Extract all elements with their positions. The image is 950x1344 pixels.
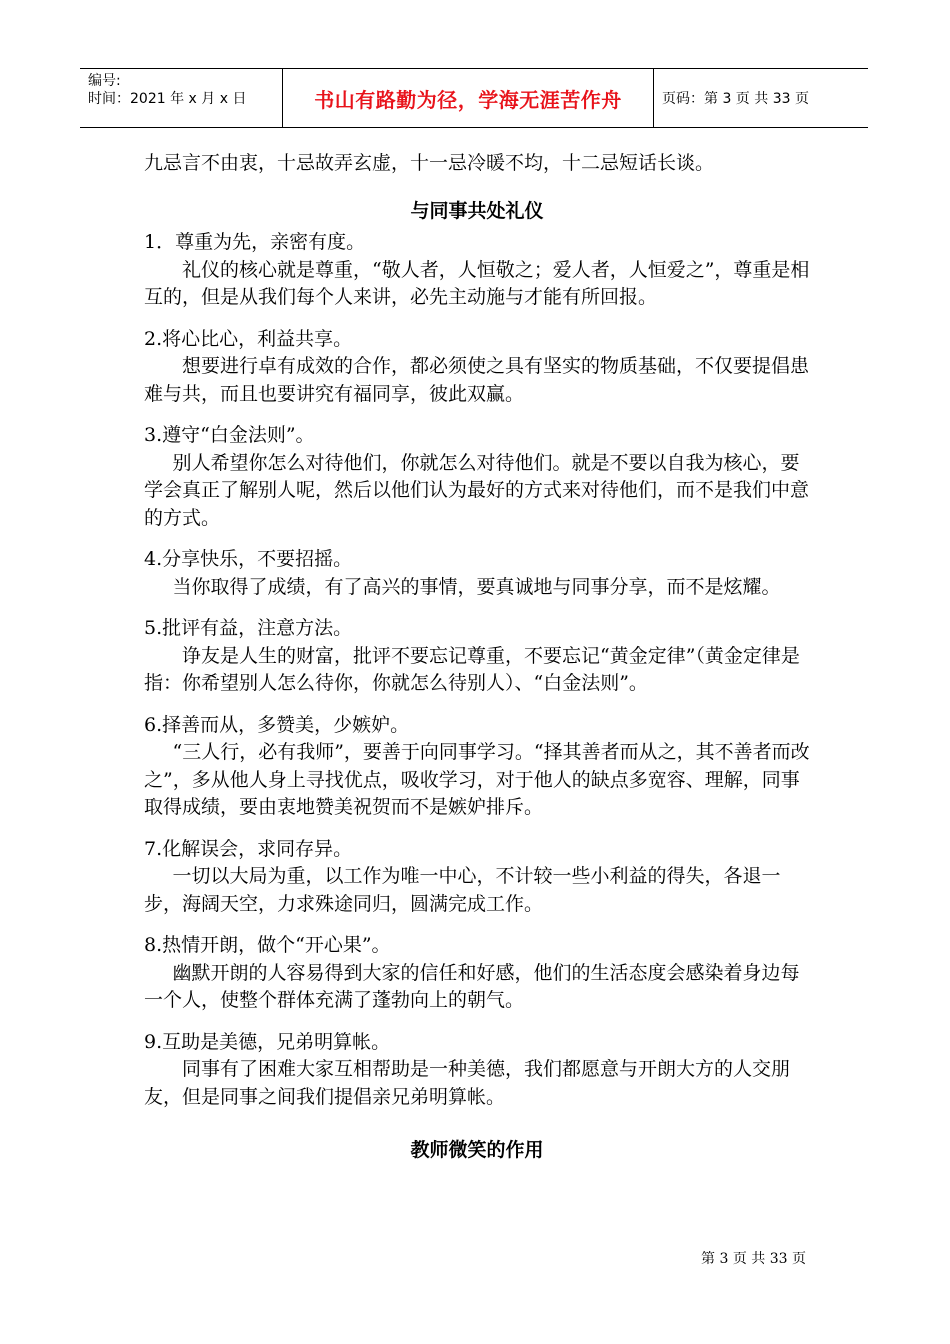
document-body xyxy=(144,150,810,1169)
section-8-body: 幽默开朗的人容易得到大家的信任和好感，他们的生活态度会感染着身边每一个人，使整个群体充满了蓬勃向上的朝气。 xyxy=(144,961,800,1011)
section-heading-colleague-etiquette: 与同事共处礼仪 xyxy=(410,199,544,222)
page-header xyxy=(80,68,868,128)
section-4-title: 4.分享快乐，不要招摇。 xyxy=(144,548,353,570)
section-9-title: 9.互助是美德，兄弟明算帐。 xyxy=(144,1030,391,1053)
section-6-body: “三人行，必有我师”，要善于向同事学习。“择其善者而从之，其不善者而改之”，多从他人身上寻找优点，吸收学习，对于他人的缺点多宽容、理解，同事取得成绩，要由衷地赞美祝贺而不是嫉妒排斥。 xyxy=(144,741,810,818)
section-4-body: 当你取得了成绩，有了高兴的事情，要真诚地与同事分享，而不是炫耀。 xyxy=(172,575,781,598)
section-1-body: 礼仪的核心就是尊重，“敬人者，人恒敬之；爱人者，人恒爱之”，尊重是相互的，但是从我们每个人来讲，必先主动施与才能有所回报。 xyxy=(144,258,810,308)
header-left-cell xyxy=(80,69,282,127)
section-7-body: 一切以大局为重，以工作为唯一中心，不计较一些小利益的得失，各退一步，海阔天空，力求殊途同归，圆满完成工作。 xyxy=(144,865,781,915)
section-3-body: 别人希望你怎么对待他们，你就怎么对待他们。就是不要以自我为核心，要学会真正了解别人呢，然后以他们认为最好的方式来对待他们，而不是我们中意的方式。 xyxy=(144,451,810,529)
header-right-cell xyxy=(654,69,868,127)
section-2-title: 2.将心比心，利益共享。 xyxy=(144,327,353,350)
section-3-title: 3.遵守“白金法则”。 xyxy=(144,424,315,446)
section-1-title: 1．尊重为先，亲密有度。 xyxy=(144,231,366,253)
time-label: 时间：2021 年 x 月 x 日 xyxy=(88,91,247,107)
section-9-body: 同事有了困难大家互相帮助是一种美德，我们都愿意与开朗大方的人交朋友，但是同事之间我们提倡亲兄弟明算帐。 xyxy=(144,1058,791,1108)
intro-line: 九忌言不由衷，十忌故弄玄虚，十一忌冷暖不均，十二忌短话长谈。 xyxy=(144,152,715,174)
page-code: 页码：第 3 页 共 33 页 xyxy=(662,91,809,107)
section-5-body: 诤友是人生的财富，批评不要忘记尊重，不要忘记“黄金定律”（黄金定律是指：你希望别人怎么待你，你就怎么待别人）、“白金法则”。 xyxy=(144,644,800,694)
section-2-body: 想要进行卓有成效的合作，都必须使之具有坚实的物质基础，不仅要提倡患难与共，而且也要讲究有福同享，彼此双赢。 xyxy=(144,355,810,405)
header-motto: 书山有路勤为径，学海无涯苦作舟 xyxy=(314,87,622,112)
section-heading-teacher-smile: 教师微笑的作用 xyxy=(410,1139,544,1161)
section-6-title: 6.择善而从，多赞美，少嫉妒。 xyxy=(144,713,410,736)
section-7-title: 7.化解误会，求同存异。 xyxy=(144,837,353,860)
section-8-title: 8.热情开朗，做个“开心果”。 xyxy=(144,934,391,956)
header-motto-cell xyxy=(282,69,654,127)
section-5-title: 5.批评有益，注意方法。 xyxy=(144,617,353,639)
page-footer: 第 3 页 共 33 页 xyxy=(701,1251,806,1267)
number-label: 编号: xyxy=(88,73,121,89)
